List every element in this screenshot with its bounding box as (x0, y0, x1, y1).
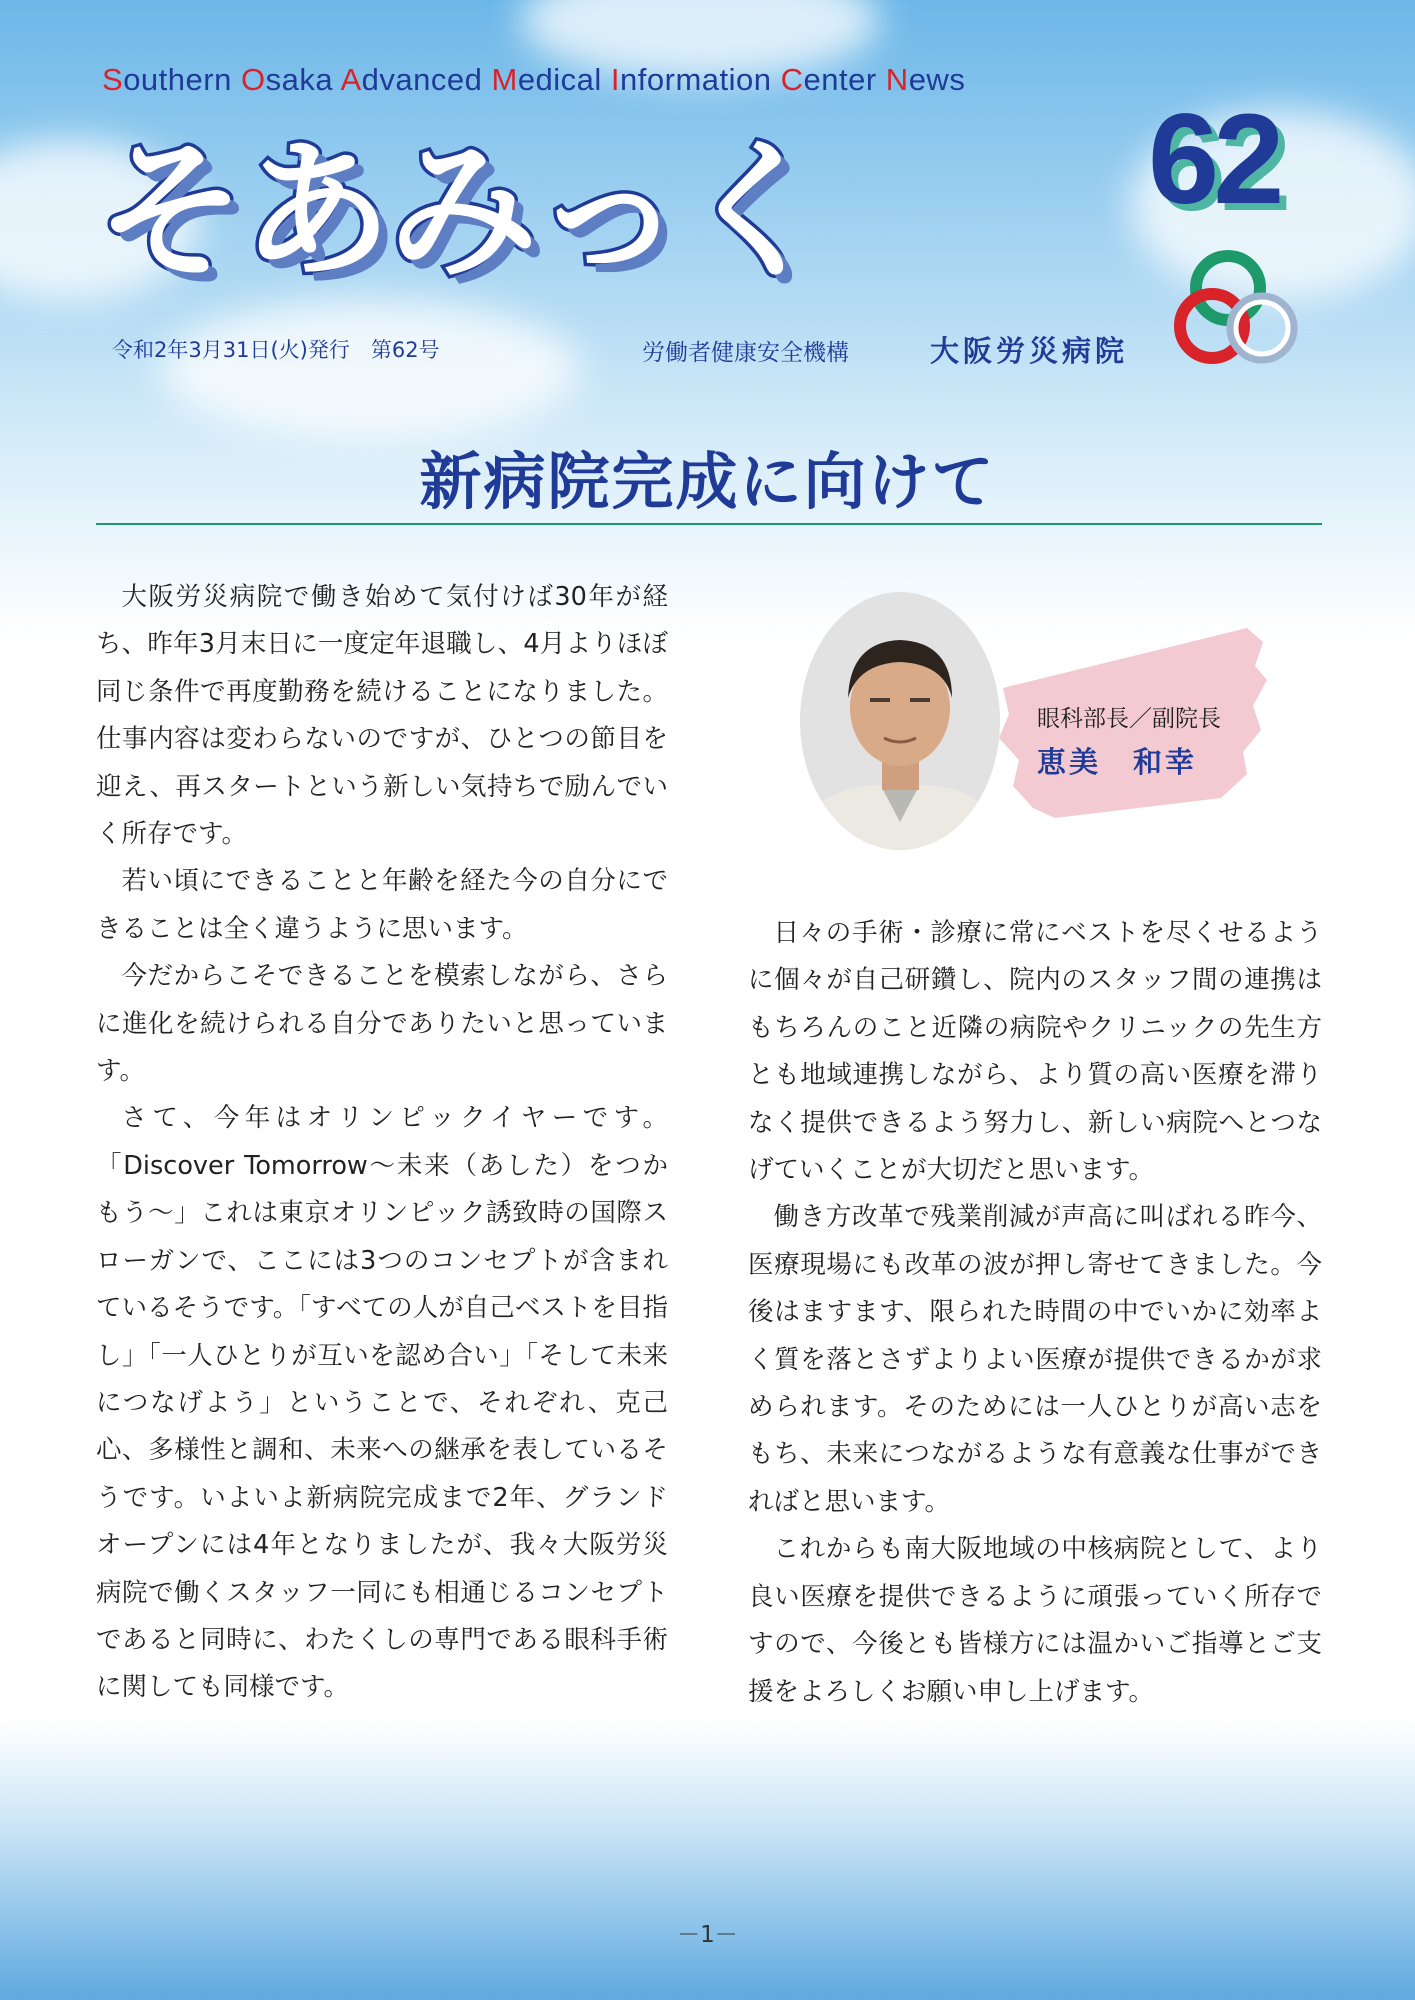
headline-divider (96, 523, 1322, 525)
article-column-left (96, 574, 668, 1712)
organization-name: 労働者健康安全機構 (642, 340, 849, 366)
article-paragraph: これからも南大阪地域の中核病院として、より良い医療を提供できるように頑張っていく所存ですので、今後とも皆様方には温かいご指導とご支援をよろしくお願い申し上げます。 (748, 1534, 1322, 1707)
title-word: Medical (491, 62, 611, 97)
article-paragraph: 今だからこそできることを模索しながら、さらに進化を続けられる自分でありたいと思っています。 (96, 961, 668, 1087)
title-word: Osaka (240, 62, 341, 97)
issue-number: 62 (1148, 88, 1279, 231)
hospital-rings-logo-icon (1170, 246, 1320, 376)
title-word: Center (780, 62, 886, 97)
sky-cloud (160, 300, 580, 440)
publication-date: 令和2年3月31日(火)発行 第62号 (112, 338, 440, 362)
article-paragraph: 働き方改革で残業削減が声高に叫ばれる昨今、医療現場にも改革の波が押し寄せてきました。今後はますます、限られた時間の中でいかに効率よく質を落とさずよりよい医療が提供できるかが求められます。そのためには一人ひとりが高い志をもち、未来につながるような有意義な仕事ができればと思います。 (748, 1202, 1322, 1517)
author-name: 恵美 和幸 (1037, 745, 1198, 779)
author-portrait (798, 590, 1003, 852)
article-paragraph: 日々の手術・診療に常にベストを尽くせるように個々が自己研鑽し、院内のスタッフ間の連携はもちろんのこと近隣の病院やクリニックの先生方とも地域連携しながら、より質の高い医療を滞りなく提供できるよう努力し、新しい病院へとつなげていくことが大切だと思います。 (748, 918, 1322, 1186)
title-word: Advanced (340, 62, 492, 97)
article-paragraph: さて、今年はオリンピックイヤーです。「Discover Tomorrow～未来（あした）をつかもう～」これは東京オリンピック誘致時の国際スローガンで、ここには3つのコンセプトが含まれているそうです。「すべての人が自己ベストを目指し」「一人ひとりが互いを認め合い」「そして未来につなげよう」ということで、それぞれ、克己心、多様性と調和、未来への継承を表しているそうです。いよいよ新病院完成まで2年、グランドオープンには4年となりましたが、我々大阪労災病院で働くスタッフ一同にも相通じるコンセプトであると同時に、わたくしの専門である眼科手術に関しても同様です。 (96, 1103, 668, 1703)
page-number: －1－ (677, 1922, 738, 1948)
article-paragraph: 大阪労災病院で働き始めて気付けば30年が経ち、昨年3月末日に一度定年退職し、4月よりほぼ同じ条件で再度勤務を続けることになりました。仕事内容は変わらないのですが、ひとつの節目を迎え、再スタートという新しい気持ちで励んでいく所存です。 (96, 582, 668, 850)
article-column-right (748, 910, 1322, 1716)
article-headline: 新病院完成に向けて (419, 445, 996, 518)
title-word: News (885, 62, 966, 97)
title-word: Southern (102, 62, 241, 97)
title-word: Information (610, 62, 781, 97)
hospital-name: 大阪労災病院 (930, 334, 1129, 368)
newsletter-logo: そあみっく (96, 125, 827, 299)
article-paragraph: 若い頃にできることと年齢を経た今の自分にできることは全く違うように思います。 (96, 866, 668, 944)
author-title: 眼科部長／副院長 (1037, 706, 1221, 732)
